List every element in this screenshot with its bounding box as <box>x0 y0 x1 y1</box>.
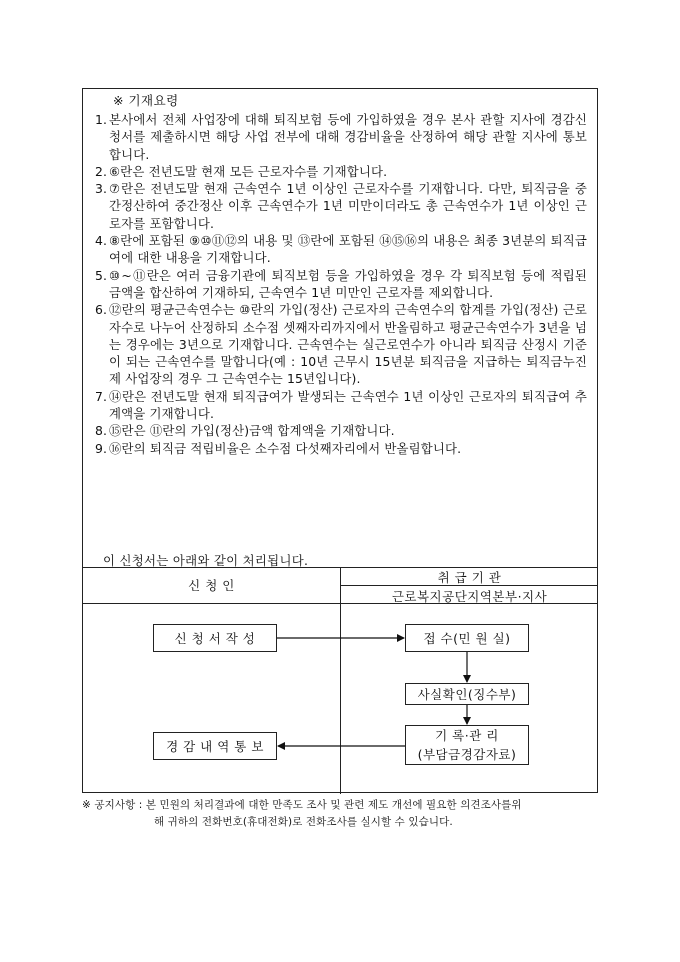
instruction-item <box>95 440 587 457</box>
instruction-item <box>95 163 587 180</box>
footnote-line2: 해 귀하의 전화번호(휴대전화)로 전화조사를 실시할 수 있습니다. <box>154 816 453 828</box>
instructions-list <box>95 111 587 457</box>
instruction-item <box>95 111 587 163</box>
instructions-section <box>83 89 597 457</box>
item-number: 1. <box>95 112 108 127</box>
receive-box: 접 수(민 원 실) <box>405 624 529 652</box>
item-number: 8. <box>95 423 108 439</box>
instruction-item <box>95 388 587 423</box>
item-text: ⑥란은 전년도말 현재 모든 근로자수를 기재합니다. <box>109 163 388 179</box>
instruction-item <box>95 422 587 439</box>
instruction-item <box>95 267 587 302</box>
process-intro: 이 신청서는 아래와 같이 처리됩니다. <box>103 553 309 568</box>
item-number: 6. <box>95 302 108 318</box>
notice-footnote <box>82 797 602 831</box>
item-text: ⑭란은 전년도말 현재 퇴직급여가 발생되는 근속연수 1년 이상인 근로자의 퇴직급여 추계액을 기재합니다. <box>109 388 587 422</box>
agency-name: 근로복지공단지역본부·지사 <box>391 589 548 604</box>
instruction-item <box>95 180 587 232</box>
write-application-box: 신 청 서 작 성 <box>153 624 277 652</box>
item-number: 2. <box>95 163 108 179</box>
applicant-header: 신 청 인 <box>188 578 235 593</box>
item-number: 4. <box>95 233 108 249</box>
footnote-line1: ※ 공지사항 : 본 민원의 처리결과에 대한 만족도 조사 및 관련 제도 개선에 필요한 의견조사를위 <box>82 799 522 811</box>
item-text: ⑧란에 포함된 ⑨⑩⑪⑫의 내용 및 ⑬란에 포함된 ⑭⑮⑯의 내용은 최종 3년분의 퇴직급여에 대한 내용을 기재합니다. <box>109 233 587 266</box>
record-line1: 기 록·관 리 <box>435 728 499 743</box>
instruction-item <box>95 301 587 387</box>
verify-box: 사실확인(징수부) <box>405 683 529 705</box>
item-number: 5. <box>95 267 108 283</box>
item-text: ⑫란의 평균근속연수는 ⑩란의 가입(정산) 근로자의 근속연수의 합계를 가입(정산) 근로자수로 나누어 산정하되 소수점 셋째자리까지에서 반올림하고 평균근속연수가 3년을 넘는 경우에는 3년으로 기재합니다. 근속연수는 실근로연수가 아니라 퇴직금 산정시 기준이 되는 근속연수를 말합니다(예 : 10년 근무시 15년분 퇴직금을 지급하는 퇴직금누진제 사업장의 경우 그 근속연수는 15년입니다). <box>109 302 587 387</box>
notify-box: 경 감 내 역 통 보 <box>153 732 277 760</box>
item-number: 9. <box>95 440 108 456</box>
record-line2: (부담금경감자료) <box>417 747 517 762</box>
instruction-item <box>95 232 587 267</box>
flow-arrows <box>83 567 599 794</box>
item-text: ⑯란의 퇴직금 적립비율은 소수점 다섯째자리에서 반올림합니다. <box>109 440 462 456</box>
item-number: 7. <box>95 388 108 404</box>
item-text: 본사에서 전체 사업장에 대해 퇴직보험 등에 가입하였을 경우 본사 관할 지사에 경감신청서를 제출하시면 해당 사업 전부에 대해 경감비율을 산정하여 해당 관할 지사에 통보합니다. <box>109 112 587 162</box>
instructions-frame <box>82 88 598 793</box>
item-text: ⑮란은 ⑪란의 가입(정산)금액 합계액을 기재합니다. <box>109 423 395 439</box>
instructions-title: ※ 기재요령 <box>113 93 179 108</box>
agency-header: 취 급 기 관 <box>437 570 502 585</box>
process-flowchart <box>83 567 597 794</box>
item-text: ⑩~⑪란은 여러 금융기관에 퇴직보험 등을 가입하였을 경우 각 퇴직보험 등에 적립된 금액을 합산하여 기재하되, 근속연수 1년 미만인 근로자를 제외합니다. <box>109 267 587 300</box>
item-text: ⑦란은 전년도말 현재 근속연수 1년 이상인 근로자수를 기재합니다. 다만, 퇴직금을 중간정산하여 중간정산 이후 근속연수가 1년 미만이더라도 총 근속연수가 1년 이상인 근로자를 포함합니다. <box>109 181 587 231</box>
item-number: 3. <box>95 181 108 197</box>
